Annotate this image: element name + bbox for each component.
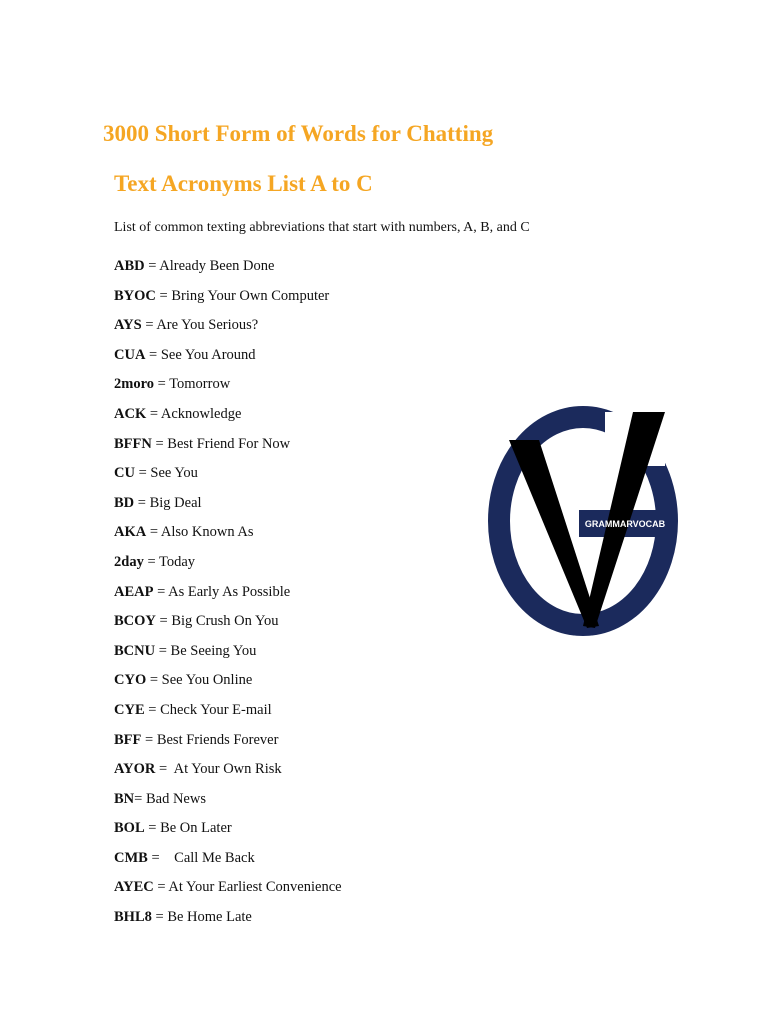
separator: = <box>147 849 175 866</box>
separator: = <box>153 583 169 600</box>
list-item <box>114 730 342 760</box>
acronym: ABD <box>114 258 145 274</box>
meaning: At Your Earliest Convenience <box>168 879 342 896</box>
list-item <box>114 818 342 848</box>
acronym: BFF <box>114 731 142 748</box>
list-item <box>114 345 342 375</box>
acronym: AYEC <box>114 879 154 896</box>
acronym: AYOR <box>114 761 156 778</box>
separator: = <box>155 642 171 659</box>
list-item <box>114 877 342 907</box>
section-heading: Text Acronyms List A to C <box>114 171 373 196</box>
separator: = <box>141 317 157 334</box>
acronym: CYE <box>114 701 145 718</box>
meaning: Are You Serious? <box>156 317 259 334</box>
acronym: AYS <box>114 317 142 334</box>
meaning: Acknowledge <box>160 405 242 422</box>
acronym: BCNU <box>114 642 156 659</box>
list-item <box>114 404 342 434</box>
list-item <box>114 611 342 641</box>
meaning: Best Friend For Now <box>167 435 291 452</box>
separator: = <box>144 258 160 274</box>
grammarvocab-logo-icon <box>487 400 679 642</box>
meaning: Be On Later <box>160 820 232 837</box>
acronym: CYO <box>114 672 147 689</box>
list-item <box>114 582 342 612</box>
separator: = <box>155 287 172 304</box>
separator: = <box>151 909 168 926</box>
acronym: BFFN <box>114 435 152 452</box>
acronym: CMB <box>114 849 148 866</box>
acronym: CUA <box>114 346 146 363</box>
meaning: See You Around <box>160 346 256 363</box>
separator: = <box>146 405 161 422</box>
list-item <box>114 493 342 523</box>
list-item <box>114 315 342 345</box>
meaning: Be Seeing You <box>170 642 257 659</box>
list-item <box>114 256 342 286</box>
separator: = <box>134 790 146 807</box>
page-title: 3000 Short Form of Words for Chatting <box>103 121 494 146</box>
list-item <box>114 434 342 464</box>
meaning: Bad News <box>145 790 206 807</box>
separator: = <box>146 524 161 541</box>
intro-text: List of common texting abbreviations that start with numbers, A, B, and C <box>114 220 530 235</box>
separator: = <box>141 731 157 748</box>
list-item <box>114 848 342 878</box>
acronym: AEAP <box>114 583 154 600</box>
meaning: Also Known As <box>160 524 254 541</box>
meaning: See You <box>150 465 198 482</box>
acronym: BHL8 <box>114 909 152 926</box>
acronym: 2moro <box>114 376 155 393</box>
separator: = <box>154 376 170 393</box>
separator: = <box>151 435 168 452</box>
acronym: BYOC <box>114 287 156 304</box>
meaning: As Early As Possible <box>168 583 291 600</box>
acronym: BD <box>114 494 135 511</box>
meaning: Best Friends Forever <box>156 731 279 748</box>
list-item <box>114 552 342 582</box>
separator: = <box>145 346 161 363</box>
list-item <box>114 522 342 552</box>
separator: = <box>146 672 162 689</box>
acronym: 2day <box>114 553 144 570</box>
acronym: BN <box>114 790 135 807</box>
meaning: Already Been Done <box>159 258 275 274</box>
separator: = <box>144 701 161 718</box>
list-item <box>114 759 342 789</box>
list-item <box>114 670 342 700</box>
acronym: ACK <box>114 405 147 422</box>
list-item <box>114 700 342 730</box>
meaning: At Your Own Risk <box>173 761 282 778</box>
meaning: Tomorrow <box>169 376 231 393</box>
list-item <box>114 463 342 493</box>
separator: = <box>143 553 159 570</box>
separator: = <box>155 761 174 778</box>
list-item <box>114 286 342 316</box>
list-item <box>114 641 342 671</box>
meaning: Call Me Back <box>174 849 255 866</box>
acronym-list <box>114 256 342 937</box>
acronym: BCOY <box>114 613 156 630</box>
separator: = <box>144 820 161 837</box>
separator: = <box>134 465 151 482</box>
list-item <box>114 907 342 937</box>
meaning: Check Your E-mail <box>160 701 272 718</box>
acronym: CU <box>114 465 135 482</box>
separator: = <box>153 879 169 896</box>
meaning: See You Online <box>161 672 253 689</box>
meaning: Bring Your Own Computer <box>171 287 330 304</box>
list-item <box>114 374 342 404</box>
acronym: BOL <box>114 820 145 837</box>
acronym: AKA <box>114 524 147 541</box>
meaning: Big Crush On You <box>171 613 279 630</box>
separator: = <box>134 494 150 511</box>
list-item <box>114 789 342 819</box>
logo-text: GRAMMARVOCAB <box>584 519 666 529</box>
meaning: Big Deal <box>149 494 202 511</box>
meaning: Be Home Late <box>167 909 252 926</box>
meaning: Today <box>159 553 196 570</box>
separator: = <box>155 613 172 630</box>
